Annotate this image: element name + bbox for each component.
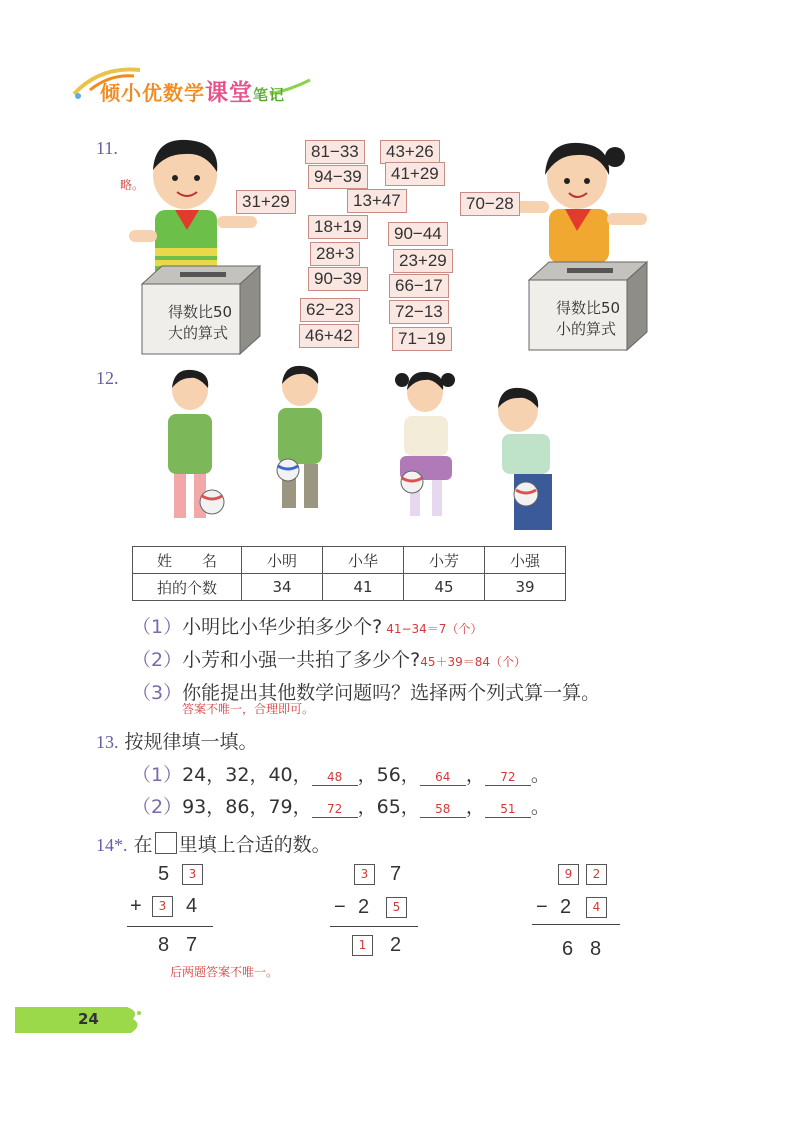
equation-card: 72−13 [389, 300, 449, 324]
p1-operator: + [130, 895, 142, 917]
equation-card: 71−19 [392, 327, 452, 351]
table-header-cell: 小芳 [404, 547, 485, 574]
p3-top-box: 2 [586, 864, 607, 885]
equation-card: 81−33 [305, 140, 365, 164]
p2-operator: − [334, 896, 346, 918]
equation-card: 13+47 [347, 189, 407, 213]
equation-card: 18+19 [308, 215, 368, 239]
answer-blank: 48 [312, 769, 358, 786]
p3-operator: − [536, 896, 548, 918]
q11-number: 11. [96, 138, 118, 158]
p2-mid-digit: 2 [358, 896, 370, 918]
p2-top-box: 3 [354, 864, 375, 885]
table-cell: 41 [323, 574, 404, 601]
p1-mid-box: 3 [152, 896, 173, 917]
p3-mid-digit: 2 [560, 896, 572, 918]
table-cell: 39 [485, 574, 566, 601]
equation-card: 23+29 [393, 249, 453, 273]
table-row [133, 547, 566, 574]
answer-blank: 58 [420, 801, 466, 818]
brand-title: 倾小优数学课堂笔记 [100, 80, 286, 106]
equation-card: 43+26 [380, 140, 440, 164]
table-row-label: 拍的个数 [133, 574, 242, 601]
table-header-cell: 小强 [485, 547, 566, 574]
q14-title-line: 14*. 在 里填上合适的数。 [96, 834, 331, 856]
p2-top-digit: 7 [390, 863, 402, 885]
p1-top-box: 3 [182, 864, 203, 885]
p2-diff-line [330, 926, 418, 927]
q11-answer: 略。 [120, 178, 145, 192]
equation-card: 62−23 [300, 298, 360, 322]
girl-equation-card: 70−28 [460, 192, 520, 216]
children-bouncing-balls-illustration [150, 360, 600, 538]
q12-sub2: （2）小芳和小强一共拍了多少个?45＋39＝84（个） [132, 649, 526, 671]
p3-result-digit: 8 [590, 938, 602, 960]
table-header-cell: 姓 名 [133, 547, 242, 574]
q13-title-line: 13. 按规律填一填。 [96, 731, 258, 753]
girl-illustration [515, 135, 665, 265]
equation-card: 90−44 [388, 222, 448, 246]
equation-card: 66−17 [389, 274, 449, 298]
table-header-cell: 小明 [242, 547, 323, 574]
table-cell: 34 [242, 574, 323, 601]
p1-sum-line [127, 926, 213, 927]
page-number: 24 [78, 1010, 99, 1028]
q14-note: 后两题答案不唯一。 [170, 965, 279, 979]
q12-sub3-answer: 答案不唯一，合理即可。 [182, 702, 315, 716]
q13-sub1: （1）24，32，40， 48 ，56， 64 ， 72 。 [132, 764, 550, 786]
p3-result-digit: 6 [562, 938, 574, 960]
answer-blank: 51 [485, 801, 531, 818]
answer-blank: 72 [485, 769, 531, 786]
equation-card: 41+29 [385, 162, 445, 186]
equation-card: 46+42 [299, 324, 359, 348]
equation-card: 90−39 [308, 267, 368, 291]
q12-number: 12. [96, 368, 119, 388]
q13-sub2: （2）93，86，79， 72 ，65， 58 ， 51 。 [132, 796, 550, 818]
p1-result-digit: 8 [158, 934, 170, 956]
boy-equation-card: 31+29 [236, 190, 296, 214]
p2-result-box: 1 [352, 935, 373, 956]
table-header-cell: 小华 [323, 547, 404, 574]
empty-box-icon [155, 832, 177, 854]
answer-blank: 64 [420, 769, 466, 786]
box-right-label: 得数比50 小的算式 [556, 299, 621, 338]
score-table [132, 546, 566, 601]
p2-result-digit: 2 [390, 934, 402, 956]
table-cell: 45 [404, 574, 485, 601]
equation-card: 94−39 [308, 165, 368, 189]
answer-blank: 72 [312, 801, 358, 818]
box-left-label: 得数比50 大的算式 [168, 303, 233, 342]
p1-mid-digit: 4 [186, 895, 198, 917]
p1-top-digit: 5 [158, 863, 170, 885]
equation-card: 28+3 [310, 242, 360, 266]
table-row [133, 574, 566, 601]
p1-result-digit: 7 [186, 934, 198, 956]
p3-diff-line [532, 924, 620, 925]
q12-sub1: （1）小明比小华少拍多少个? 41−34＝7（个） [132, 616, 483, 638]
q12-sub3: （3）你能提出其他数学问题吗？选择两个列式算一算。 [132, 682, 601, 704]
p2-mid-box: 5 [386, 897, 407, 918]
p3-top-box: 9 [558, 864, 579, 885]
p3-mid-box: 4 [586, 897, 607, 918]
